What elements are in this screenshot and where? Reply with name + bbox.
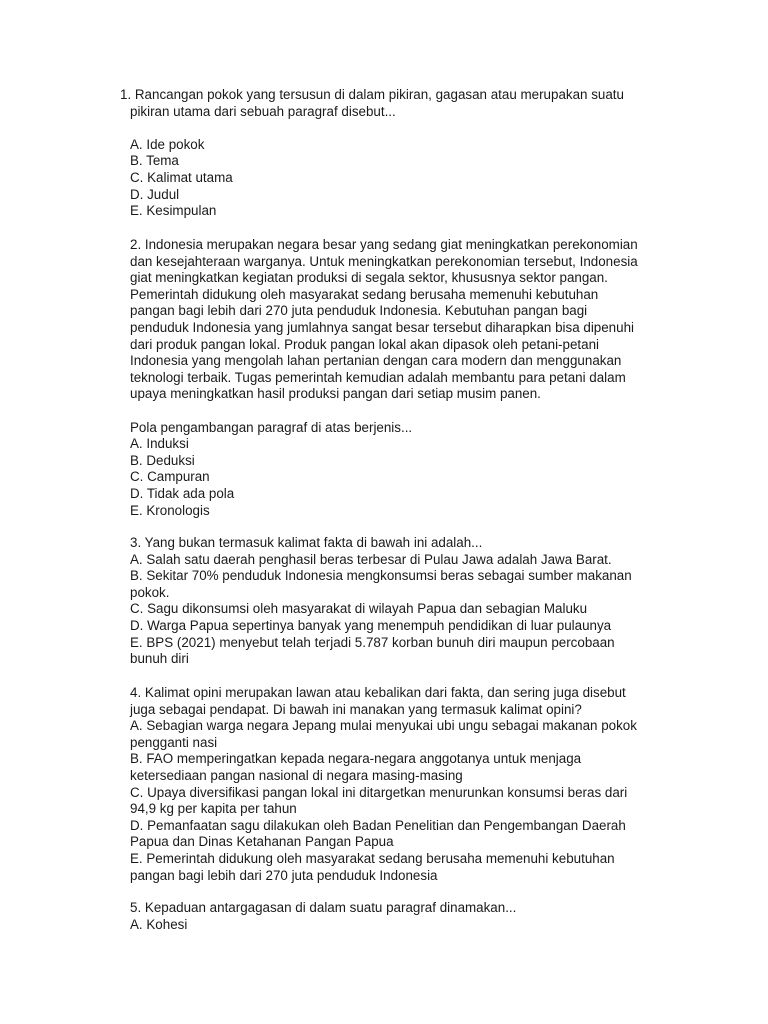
question-2 <box>130 237 670 519</box>
question-1-stem-line-2: pikiran utama dari sebuah paragraf disebut... <box>130 103 396 119</box>
question-3-line: D. Warga Papua sepertinya banyak yang menempuh pendidikan di luar pulaunya <box>130 617 612 633</box>
question-1-stem-line-1: 1. Rancangan pokok yang tersusun di dalam pikiran, gagasan atau merupakan suatu <box>120 87 624 102</box>
question-5-line: A. Kohesi <box>130 916 188 932</box>
passage-line: pangan bagi lebih dari 270 juta penduduk Indonesia. Kebutuhan pangan bagi <box>130 303 588 319</box>
option: A. Induksi <box>130 436 189 452</box>
question-3 <box>130 535 670 668</box>
option: A. Ide pokok <box>130 136 205 152</box>
question-5-line: 5. Kepaduan antargagasan di dalam suatu paragraf dinamakan... <box>130 900 517 915</box>
passage-line: Indonesia yang mengolah lahan pertanian dengan cara modern dan menggunakan <box>130 353 622 369</box>
question-3-line: pokok. <box>130 584 170 600</box>
question-4-line: pangan bagi lebih dari 270 juta penduduk Indonesia <box>130 867 438 883</box>
question-2-passage <box>130 237 670 403</box>
question-4-line: juga sebagai pendapat. Di bawah ini manakan yang termasuk kalimat opini? <box>130 701 582 717</box>
question-4-line: A. Sebagian warga negara Jepang mulai menyukai ubi ungu sebagai makanan pokok <box>130 718 637 734</box>
option: C. Kalimat utama <box>130 169 233 185</box>
option: B. Deduksi <box>130 452 195 468</box>
passage-line: dan kesejahteraan warganya. Untuk meningkatkan perekonomian tersebut, Indonesia <box>130 253 638 269</box>
question-3-line: 3. Yang bukan termasuk kalimat fakta di bawah ini adalah... <box>130 535 483 550</box>
option: D. Tidak ada pola <box>130 485 235 501</box>
question-2-prompt: Pola pengambangan paragraf di atas berjenis... <box>130 419 413 435</box>
question-4-line: C. Upaya diversifikasi pangan lokal ini ditargetkan menurunkan konsumsi beras dari <box>130 784 628 800</box>
question-4-line: Papua dan Dinas Ketahanan Pangan Papua <box>130 834 394 850</box>
option: C. Campuran <box>130 469 210 485</box>
passage-line: Pemerintah didukung oleh masyarakat sedang berusaha memenuhi kebutuhan <box>130 286 599 302</box>
question-4-line: pengganti nasi <box>130 734 218 750</box>
passage-line: upaya meningkatkan hasil produksi pangan dari setiap musim panen. <box>130 386 541 402</box>
question-4-line: 94,9 kg per kapita per tahun <box>130 801 297 817</box>
passage-line: penduduk Indonesia yang jumlahnya sangat besar tersebut diharapkan bisa dipenuhi <box>130 319 634 335</box>
question-3-line: B. Sekitar 70% penduduk Indonesia mengkonsumsi beras sebagai sumber makanan <box>130 568 632 584</box>
question-3-line: E. BPS (2021) menyebut telah terjadi 5.787 korban bunuh diri maupun percobaan <box>130 634 615 650</box>
question-2-options <box>130 436 670 519</box>
question-5 <box>130 900 670 933</box>
question-4-line: E. Pemerintah didukung oleh masyarakat sedang berusaha memenuhi kebutuhan <box>130 850 615 866</box>
question-4-line: D. Pemanfaatan sagu dilakukan oleh Badan Penelitian dan Pengembangan Daerah <box>130 817 626 833</box>
question-1-options <box>120 137 680 220</box>
question-3-line: A. Salah satu daerah penghasil beras terbesar di Pulau Jawa adalah Jawa Barat. <box>130 551 612 567</box>
question-3-line: bunuh diri <box>130 651 189 667</box>
passage-line: 2. Indonesia merupakan negara besar yang sedang giat meningkatkan perekonomian <box>130 237 638 252</box>
question-4-line: 4. Kalimat opini merupakan lawan atau kebalikan dari fakta, dan sering juga disebut <box>130 685 626 700</box>
question-4-line: B. FAO memperingatkan kepada negara-negara anggotanya untuk menjaga <box>130 751 582 767</box>
option: E. Kronologis <box>130 502 210 518</box>
question-4-line: ketersediaan pangan nasional di negara masing-masing <box>130 767 463 783</box>
option: D. Judul <box>130 186 180 202</box>
passage-line: dari produk pangan lokal. Produk pangan lokal akan dipasok oleh petani-petani <box>130 336 600 352</box>
passage-line: giat meningkatkan kegiatan produksi di segala sektor, khususnya sektor pangan. <box>130 270 608 286</box>
question-1 <box>120 87 680 220</box>
question-4 <box>130 685 670 884</box>
option: E. Kesimpulan <box>130 203 217 219</box>
option: B. Tema <box>130 153 179 169</box>
passage-line: teknologi terbaik. Tugas pemerintah kemudian adalah membantu para petani dalam <box>130 369 626 385</box>
question-3-line: C. Sagu dikonsumsi oleh masyarakat di wilayah Papua dan sebagian Maluku <box>130 601 588 617</box>
